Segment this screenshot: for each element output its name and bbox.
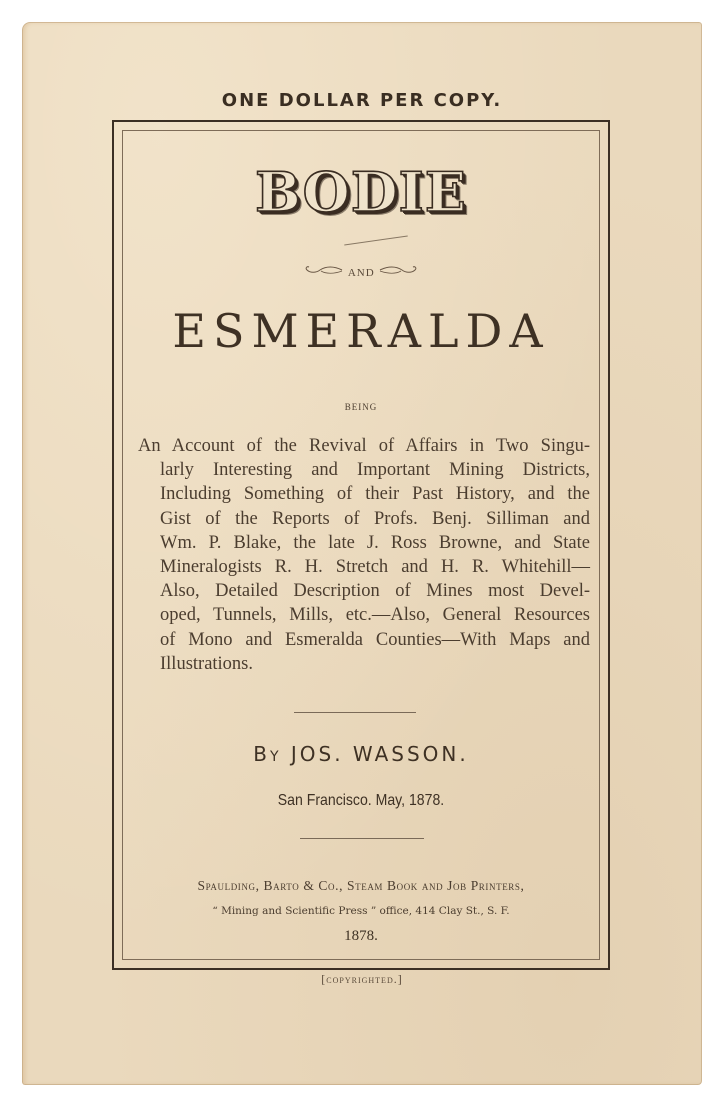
description-line: Mineralogists R. H. Stretch and H. R. Whitehill—	[160, 557, 590, 578]
flourish-right-svg	[378, 264, 418, 276]
description-line: An Account of the Revival of Affairs in Two Singu-	[138, 436, 590, 456]
divider-rule-top	[294, 712, 416, 713]
title-page-content	[114, 122, 608, 968]
divider-rule-bottom	[300, 838, 424, 839]
place-date-line: San Francisco. May, 1878.	[277, 792, 445, 809]
conjunction-and: AND	[347, 267, 375, 279]
description-line: Wm. P. Blake, the late J. Ross Browne, and State	[160, 532, 590, 553]
price-line: ONE DOLLAR PER COPY.	[221, 90, 503, 111]
press-office-line: “ Mining and Scientific Press ” office, 414 Clay St., S. F.	[212, 905, 510, 917]
description-line: Including Something of their Past History, and the	[160, 484, 590, 505]
being-label: BEING	[344, 402, 378, 412]
conjunction-row	[114, 264, 608, 280]
description-line: Gist of the Reports of Profs. Benj. Silliman and	[160, 508, 590, 529]
title-bodie: BODIE	[114, 160, 608, 224]
description-line: Illustrations.	[160, 653, 254, 674]
book-cover	[22, 22, 702, 1085]
printer-line: Spaulding, Barto & Co., Steam Book and Job Printers,	[197, 878, 525, 893]
pen-mark-decoration	[344, 236, 408, 246]
flourish-right-icon	[378, 264, 418, 279]
description-line: oped, Tunnels, Mills, etc.—Also, General Resources	[160, 605, 590, 626]
title-frame-outer-rule	[112, 120, 610, 970]
description-line: of Mono and Esmeralda Counties—With Maps and	[160, 629, 590, 650]
flourish-left-svg	[304, 264, 344, 276]
author-line: By JOS. WASSON.	[253, 742, 469, 766]
imprint-year: 1878.	[344, 928, 378, 944]
title-esmeralda: ESMERALDA	[172, 304, 550, 358]
flourish-left-icon	[304, 264, 348, 279]
subtitle-description	[138, 434, 590, 676]
description-line: larly Interesting and Important Mining Districts,	[160, 460, 590, 481]
description-line: Also, Detailed Description of Mines most Devel-	[160, 581, 590, 602]
copyright-notice: [copyrighted.]	[321, 972, 403, 986]
